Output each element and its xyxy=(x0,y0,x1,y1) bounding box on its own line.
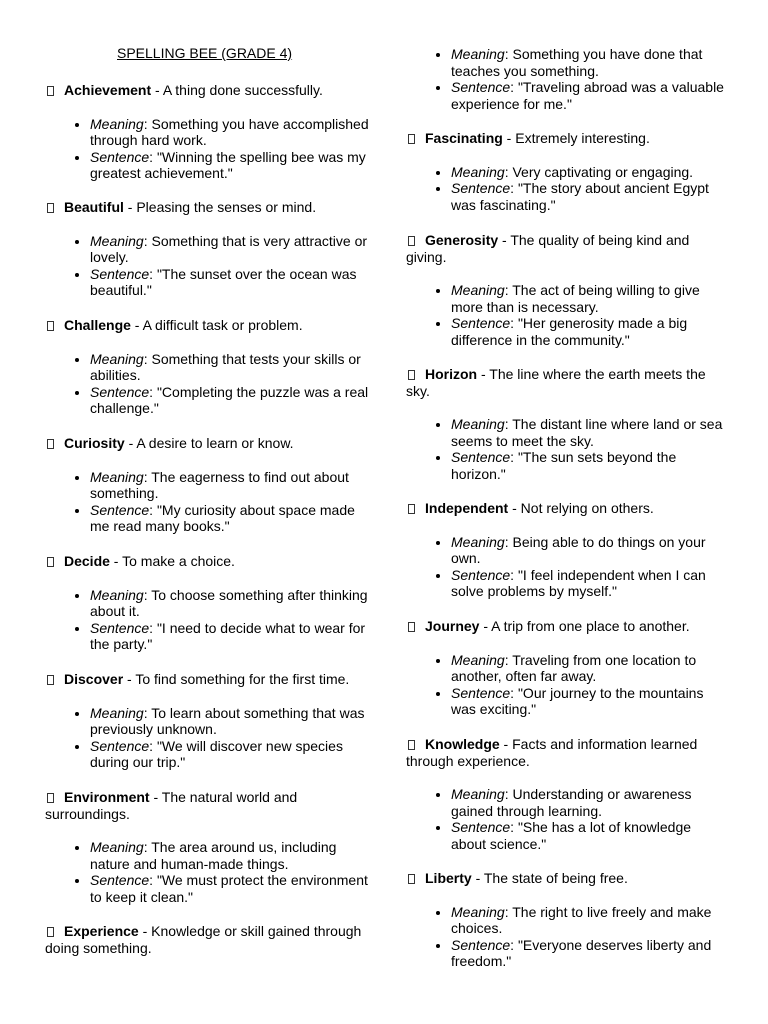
sentence-item xyxy=(90,620,370,653)
sentence-item xyxy=(90,738,370,771)
label-separator: : xyxy=(143,839,152,856)
entry-heading xyxy=(406,618,726,635)
meaning-label: Meaning xyxy=(90,839,144,856)
sentence-item xyxy=(90,502,370,535)
entry-word: Beautiful xyxy=(64,199,124,215)
sentence-text: "Winning the spelling bee was my greatest achievement." xyxy=(90,148,366,182)
entry-definition: - A trip from one place to another. xyxy=(479,618,690,634)
entry-heading xyxy=(406,366,726,399)
vocab-entry xyxy=(406,500,726,600)
entry-definition: - The line where the earth meets the sky. xyxy=(406,366,706,399)
label-separator: : xyxy=(504,903,513,920)
label-separator: : xyxy=(149,619,157,636)
entry-bullets xyxy=(406,416,726,482)
entry-bullets xyxy=(406,282,726,348)
label-separator: : xyxy=(149,872,157,889)
meaning-text: Understanding or awareness gained through learning. xyxy=(451,786,692,819)
sentence-item xyxy=(451,567,726,600)
checkbox-icon xyxy=(408,622,415,632)
checkbox-icon xyxy=(47,927,54,937)
sentence-label: Sentence xyxy=(451,819,511,836)
sentence-item xyxy=(90,266,370,299)
sentence-item xyxy=(451,937,726,970)
entry-heading xyxy=(406,232,726,265)
continued-bullets xyxy=(406,46,726,112)
label-separator: : xyxy=(504,163,513,180)
sentence-text: "I need to decide what to wear for the party." xyxy=(90,619,366,653)
meaning-text: The distant line where land or sea seems to meet the sky. xyxy=(451,416,723,449)
meaning-label: Meaning xyxy=(451,282,505,299)
sentence-label: Sentence xyxy=(451,684,511,701)
vocab-entry xyxy=(45,82,370,182)
meaning-text: The right to live freely and make choices. xyxy=(451,903,712,937)
entry-word: Environment xyxy=(64,789,150,805)
meaning-label: Meaning xyxy=(90,704,144,721)
label-separator: : xyxy=(504,282,513,299)
meaning-label: Meaning xyxy=(451,533,505,550)
meaning-item xyxy=(451,46,726,79)
meaning-item xyxy=(90,839,370,872)
entry-word: Independent xyxy=(425,500,509,516)
label-separator: : xyxy=(143,115,152,132)
entry-definition: - A difficult task or problem. xyxy=(130,317,303,333)
entry-word: Achievement xyxy=(64,82,152,98)
entry-definition: - Not relying on others. xyxy=(508,500,654,516)
label-separator: : xyxy=(510,566,518,583)
label-separator: : xyxy=(510,936,518,953)
label-separator: : xyxy=(510,819,518,836)
meaning-label: Meaning xyxy=(90,468,144,485)
checkbox-icon xyxy=(47,439,54,449)
entry-bullets xyxy=(45,469,370,535)
checkbox-icon xyxy=(408,504,415,514)
sentence-text: "I feel independent when I can solve problems by myself." xyxy=(451,566,706,600)
entry-heading xyxy=(406,736,726,769)
vocab-entry xyxy=(406,870,726,970)
entry-word: Challenge xyxy=(64,317,131,333)
meaning-item xyxy=(90,116,370,149)
sentence-label: Sentence xyxy=(451,315,511,332)
meaning-item xyxy=(451,416,726,449)
meaning-item xyxy=(451,282,726,315)
sentence-text: "Traveling abroad was a valuable experience for me." xyxy=(451,79,724,112)
entry-definition: - Extremely interesting. xyxy=(502,130,650,146)
meaning-item xyxy=(90,587,370,620)
label-separator: : xyxy=(149,383,157,400)
entry-bullets xyxy=(45,233,370,299)
label-separator: : xyxy=(504,786,513,803)
sentence-text: "My curiosity about space made me read many books." xyxy=(90,501,355,535)
vocab-entry xyxy=(45,435,370,535)
sentence-item xyxy=(90,149,370,182)
entry-heading xyxy=(45,317,370,334)
label-separator: : xyxy=(510,684,518,701)
entry-heading xyxy=(45,553,370,570)
checkbox-icon xyxy=(408,370,415,380)
entry-bullets xyxy=(45,839,370,905)
entry-heading xyxy=(45,435,370,452)
meaning-label: Meaning xyxy=(451,163,505,180)
sentence-label: Sentence xyxy=(451,936,511,953)
meaning-label: Meaning xyxy=(90,232,144,249)
meaning-text: Something you have done that teaches you something. xyxy=(451,46,703,79)
sentence-label: Sentence xyxy=(90,501,150,518)
sentence-label: Sentence xyxy=(90,619,150,636)
label-separator: : xyxy=(504,533,513,550)
label-separator: : xyxy=(510,180,518,197)
vocab-entry xyxy=(406,366,726,483)
label-separator: : xyxy=(143,232,152,249)
entry-bullets xyxy=(406,652,726,718)
vocab-entry xyxy=(45,317,370,417)
meaning-text: To learn about something that was previously unknown. xyxy=(90,704,365,738)
checkbox-icon xyxy=(408,134,415,144)
meaning-label: Meaning xyxy=(451,786,505,803)
meaning-label: Meaning xyxy=(90,586,144,603)
entry-bullets xyxy=(45,116,370,182)
label-separator: : xyxy=(149,265,157,282)
sentence-label: Sentence xyxy=(451,449,511,466)
entry-word: Journey xyxy=(425,618,480,634)
sentence-label: Sentence xyxy=(90,872,150,889)
meaning-label: Meaning xyxy=(451,903,505,920)
sentence-text: "The story about ancient Egypt was fascinating." xyxy=(451,180,709,213)
vocab-entry xyxy=(45,671,370,771)
label-separator: : xyxy=(149,501,157,518)
entry-word: Generosity xyxy=(425,232,499,248)
entry-definition: - The natural world and surroundings. xyxy=(45,789,298,822)
entry-word: Horizon xyxy=(425,366,478,382)
label-separator: : xyxy=(143,704,152,721)
entry-word: Experience xyxy=(64,923,139,939)
entry-word: Discover xyxy=(64,671,124,687)
meaning-label: Meaning xyxy=(90,350,144,367)
document-title: SPELLING BEE (GRADE 4) xyxy=(117,45,293,61)
entry-definition: - Pleasing the senses or mind. xyxy=(123,199,317,215)
checkbox-icon xyxy=(47,675,54,685)
sentence-item xyxy=(451,180,726,213)
sentence-item xyxy=(90,872,370,905)
entry-definition: - Facts and information learned through experience. xyxy=(406,736,698,769)
entry-heading xyxy=(45,199,370,216)
entry-word: Decide xyxy=(64,553,110,569)
checkbox-icon xyxy=(408,236,415,246)
meaning-text: Something that is very attractive or lovely. xyxy=(90,232,368,266)
label-separator: : xyxy=(504,651,513,668)
sentence-label: Sentence xyxy=(90,148,150,165)
checkbox-icon xyxy=(408,740,415,750)
entry-heading xyxy=(45,789,370,822)
entry-bullets xyxy=(45,705,370,771)
meaning-label: Meaning xyxy=(451,651,505,668)
vocab-entry xyxy=(45,789,370,906)
vocab-entry xyxy=(406,736,726,853)
sentence-text: "We will discover new species during our trip." xyxy=(90,737,343,771)
label-separator: : xyxy=(143,350,152,367)
meaning-label: Meaning xyxy=(451,46,505,62)
meaning-item xyxy=(451,652,726,685)
vocab-entry xyxy=(406,618,726,718)
entry-heading xyxy=(406,130,726,147)
vocab-entry xyxy=(406,130,726,213)
entry-definition: - The quality of being kind and giving. xyxy=(406,232,690,265)
entry-definition: - To find something for the first time. xyxy=(123,671,350,687)
label-separator: : xyxy=(510,449,518,466)
meaning-text: To choose something after thinking about it. xyxy=(90,586,368,620)
entry-heading xyxy=(406,870,726,887)
meaning-text: Being able to do things on your own. xyxy=(451,533,706,567)
meaning-text: Traveling from one location to another, often far away. xyxy=(451,651,697,685)
meaning-item xyxy=(90,351,370,384)
entry-heading xyxy=(45,923,370,956)
entry-definition: - To make a choice. xyxy=(109,553,235,569)
meaning-text: Very captivating or engaging. xyxy=(512,163,694,180)
entry-bullets xyxy=(45,587,370,653)
sentence-label: Sentence xyxy=(90,383,150,400)
label-separator: : xyxy=(149,148,157,165)
meaning-text: Something that tests your skills or abilities. xyxy=(90,350,361,384)
meaning-label: Meaning xyxy=(90,115,144,132)
meaning-item xyxy=(451,164,726,181)
meaning-text: The eagerness to find out about something. xyxy=(90,468,349,502)
label-separator: : xyxy=(510,79,518,96)
sentence-item xyxy=(451,79,726,112)
sentence-label: Sentence xyxy=(90,265,150,282)
vocab-entry xyxy=(45,553,370,653)
entry-definition: - Knowledge or skill gained through doing something. xyxy=(45,923,362,956)
entry-heading xyxy=(45,82,370,99)
vocab-entry xyxy=(45,923,370,956)
meaning-label: Meaning xyxy=(451,416,505,433)
sentence-item xyxy=(451,819,726,852)
sentence-label: Sentence xyxy=(451,79,511,96)
label-separator: : xyxy=(504,46,513,62)
meaning-item xyxy=(90,469,370,502)
checkbox-icon xyxy=(47,203,54,213)
sentence-text: "Her generosity made a big difference in the community." xyxy=(451,315,688,348)
entry-definition: - A thing done successfully. xyxy=(151,82,323,98)
entry-definition: - A desire to learn or know. xyxy=(124,435,294,451)
entry-definition: - The state of being free. xyxy=(471,870,628,886)
sentence-text: "We must protect the environment to keep it clean." xyxy=(90,872,368,905)
meaning-item xyxy=(90,233,370,266)
sentence-item xyxy=(451,449,726,482)
sentence-text: "Completing the puzzle was a real challenge." xyxy=(90,383,369,417)
entry-bullets xyxy=(406,164,726,214)
entry-word: Curiosity xyxy=(64,435,125,451)
meaning-text: The act of being willing to give more than is necessary. xyxy=(451,282,700,315)
entry-heading xyxy=(45,671,370,688)
label-separator: : xyxy=(143,586,152,603)
checkbox-icon xyxy=(47,86,54,96)
sentence-label: Sentence xyxy=(451,180,511,197)
sentence-label: Sentence xyxy=(451,566,511,583)
entry-word: Knowledge xyxy=(425,736,500,752)
sentence-item xyxy=(90,384,370,417)
entry-word: Liberty xyxy=(425,870,472,886)
label-separator: : xyxy=(504,416,513,433)
entry-heading xyxy=(406,500,726,517)
entry-bullets xyxy=(45,351,370,417)
sentence-text: "The sunset over the ocean was beautiful." xyxy=(90,265,357,299)
sentence-item xyxy=(451,685,726,718)
meaning-item xyxy=(451,534,726,567)
meaning-item xyxy=(90,705,370,738)
entry-bullets xyxy=(406,534,726,600)
sentence-text: "The sun sets beyond the horizon." xyxy=(451,449,677,482)
entry-bullets xyxy=(406,904,726,970)
entry-word: Fascinating xyxy=(425,130,503,146)
sentence-text: "Our journey to the mountains was exciting." xyxy=(451,684,704,718)
vocab-entry xyxy=(406,232,726,349)
sentence-item xyxy=(451,315,726,348)
meaning-text: The area around us, including nature and human-made things. xyxy=(90,839,337,872)
meaning-text: Something you have accomplished through hard work. xyxy=(90,115,369,149)
checkbox-icon xyxy=(408,874,415,884)
checkbox-icon xyxy=(47,793,54,803)
meaning-item xyxy=(451,904,726,937)
label-separator: : xyxy=(149,737,157,754)
vocab-entry xyxy=(45,199,370,299)
sentence-text: "She has a lot of knowledge about science." xyxy=(451,819,692,852)
checkbox-icon xyxy=(47,557,54,567)
label-separator: : xyxy=(510,315,518,332)
continued-entry xyxy=(406,46,726,112)
meaning-item xyxy=(451,786,726,819)
checkbox-icon xyxy=(47,321,54,331)
entry-bullets xyxy=(406,786,726,852)
label-separator: : xyxy=(143,468,152,485)
sentence-text: "Everyone deserves liberty and freedom." xyxy=(451,936,712,970)
sentence-label: Sentence xyxy=(90,737,150,754)
